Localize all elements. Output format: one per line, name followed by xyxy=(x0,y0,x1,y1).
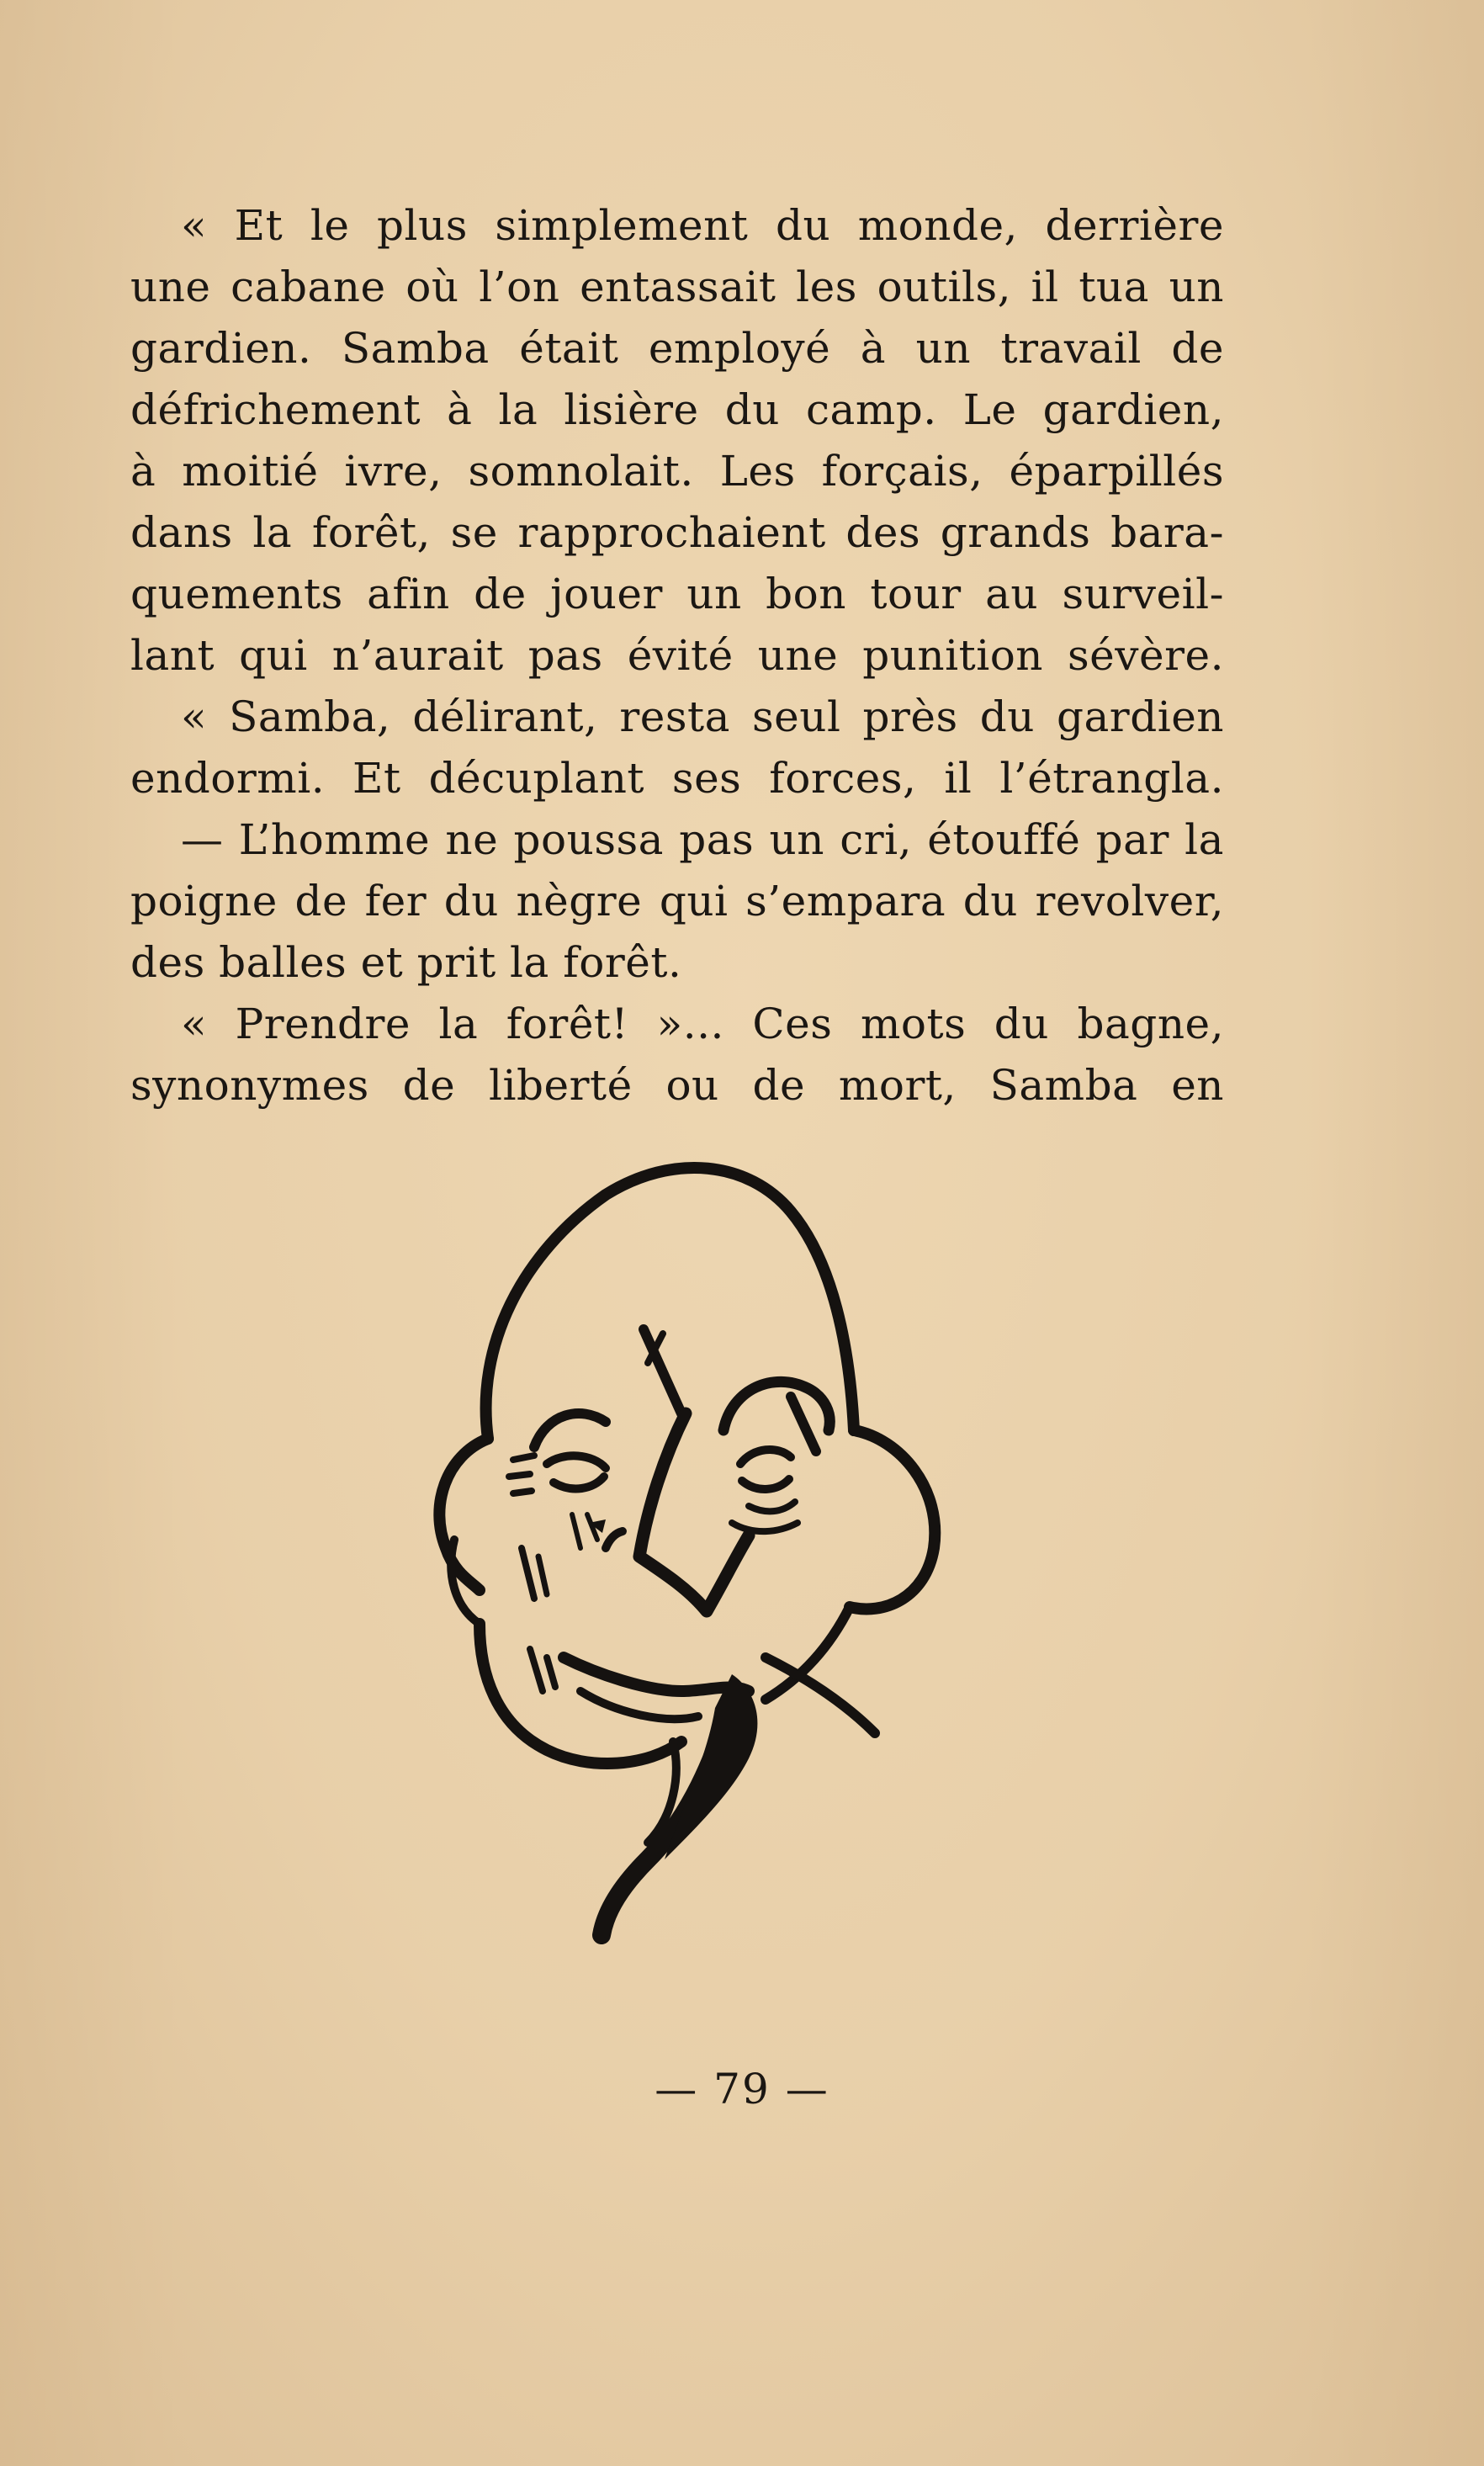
page-number: — 79 — xyxy=(655,2065,829,2113)
text-line: « Prendre la forêt! »... Ces mots du bagne, xyxy=(181,1000,1224,1048)
text-line: quements afin de jouer un bon tour au surveil- xyxy=(130,570,1224,618)
text-line: endormi. Et décuplant ses forces, il l’étrangla. xyxy=(130,754,1224,803)
text-line: défrichement à la lisière du camp. Le gardien, xyxy=(130,385,1224,434)
caricature-illustration xyxy=(395,1153,967,1977)
text-line: des balles et prit la forêt. xyxy=(130,938,682,987)
text-line: « Samba, délirant, resta seul près du gardien xyxy=(181,692,1224,741)
text-line: une cabane où l’on entassait les outils, il tua un xyxy=(130,263,1224,311)
text-line: « Et le plus simplement du monde, derrière xyxy=(181,201,1224,250)
text-line: à moitié ivre, somnolait. Les forçais, éparpillés xyxy=(130,447,1224,496)
text-line: synonymes de liberté ou de mort, Samba en xyxy=(130,1061,1224,1110)
text-line: lant qui n’aurait pas évité une punition sévère. xyxy=(130,631,1224,680)
text-line: gardien. Samba était employé à un travail de xyxy=(130,324,1224,373)
body-text xyxy=(130,195,1224,1116)
text-line: poigne de fer du nègre qui s’empara du revolver, xyxy=(130,877,1224,925)
text-line: dans la forêt, se rapprochaient des grands bara- xyxy=(130,508,1224,557)
text-line: — L’homme ne poussa pas un cri, étouffé par la xyxy=(181,815,1224,864)
